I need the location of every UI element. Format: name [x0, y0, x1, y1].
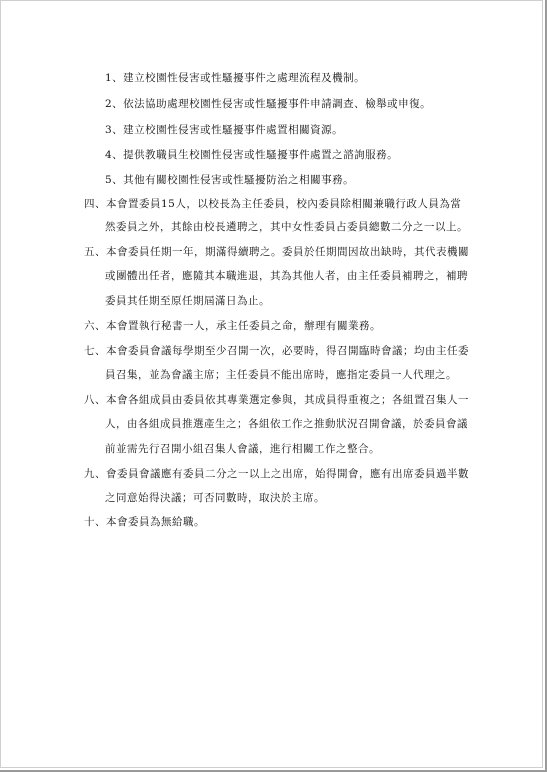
section-4-line-1: 四、本會置委員15人，以校長為主任委員，校內委員除相關兼職行政人員為當 [84, 198, 462, 210]
sub-item-1: 1、建立校園性侵害或性騷擾事件之處理流程及機制。 [105, 72, 366, 84]
section-8-line-2: 人，由各組成員推選產生之；各組依工作之推動狀況召開會議，於委員會議 [105, 418, 468, 430]
section-9-line-1: 九、會委員會議應有委員二分之一以上之出席，始得開會，應有出席委員過半數 [84, 468, 469, 480]
section-5-line-2: 或團體出任者，應隨其本職進退，其為其他人者，由主任委員補聘之，補聘 [105, 270, 468, 282]
sub-item-5: 5、其他有關校園性侵害或性騷擾防治之相關事務。 [105, 174, 355, 186]
section-5-line-1: 五、本會委員任期一年，期滿得續聘之。委員於任期間因故出缺時，其代表機關 [84, 246, 469, 258]
section-9-line-2: 之同意始得決議；可否同數時，取決於主席。 [105, 492, 325, 504]
sub-item-4: 4、提供教職員生校園性侵害或性騷擾事件處置之諮詢服務。 [105, 149, 399, 161]
section-4-line-2: 然委員之外，其餘由校長遴聘之，其中女性委員占委員總數二分之一以上。 [105, 221, 468, 233]
section-10-line-1: 十、本會委員為無給職。 [84, 516, 205, 528]
sub-item-2: 2、依法協助處理校園性侵害或性騷擾事件申請調查、檢舉或申復。 [105, 98, 432, 110]
section-7-line-1: 七、本會委員會議每學期至少召開一次，必要時，得召開臨時會議；均由主任委 [84, 345, 469, 357]
section-8-line-3: 前並需先行召開小組召集人會議，進行相關工作之整合。 [105, 443, 380, 455]
section-6-line-1: 六、本會置執行秘書一人，承主任委員之命，辦理有關業務。 [84, 320, 381, 332]
section-5-line-3: 委員其任期至原任期屆滿日為止。 [105, 295, 270, 307]
sub-item-3: 3、建立校園性侵害或性騷擾事件處置相關資源。 [105, 124, 344, 136]
section-8-line-1: 八、本會各組成員由委員依其專業選定參與，其成員得重複之；各組置召集人一 [84, 394, 469, 406]
section-7-line-2: 員召集，並為會議主席；主任委員不能出席時，應指定委員一人代理之。 [105, 369, 457, 381]
